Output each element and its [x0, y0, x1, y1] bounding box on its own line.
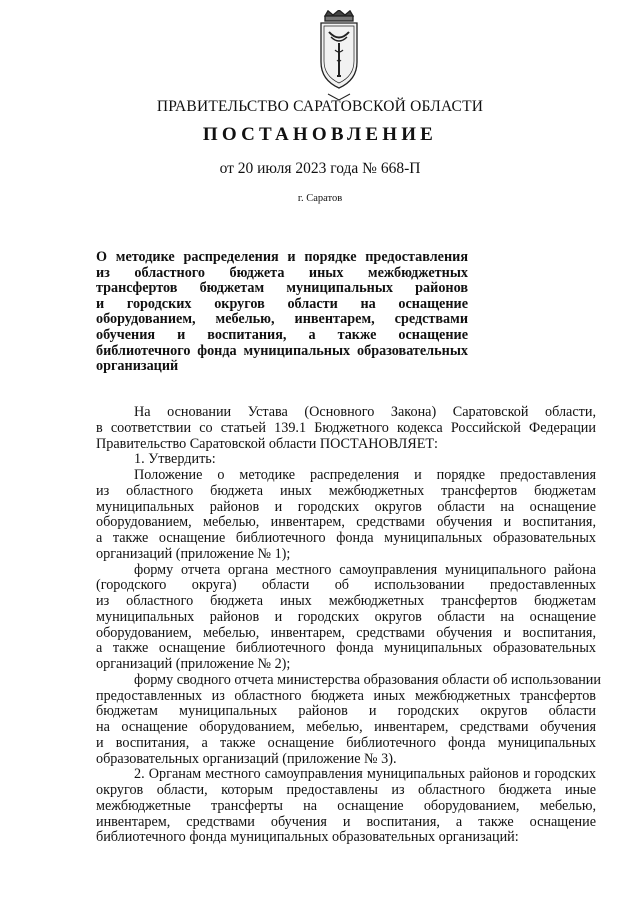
document-type-title: ПОСТАНОВЛЕНИЕ — [202, 124, 438, 145]
body-line: Положение о методике распределения и порядке предоставления — [134, 467, 596, 483]
body-line: (городского округа) области об использовании предоставленных — [96, 577, 596, 594]
subject-line: библиотечного фонда муниципальных образовательных — [96, 342, 468, 359]
body-line: 2. Органам местного самоуправления муниципальных районов и городских — [134, 766, 596, 783]
body-line: а также оснащение библиотечного фонда муниципальных образовательных — [96, 530, 596, 546]
body-line: а также оснащение библиотечного фонда муниципальных образовательных — [96, 640, 596, 657]
subject-line: обучения и воспитания, а также оснащение — [96, 326, 468, 343]
body-line: оборудованием, мебелью, инвентарем, средствами обучения и воспитания, — [96, 624, 596, 641]
subject-line: трансфертов бюджетам муниципальных районов — [96, 280, 468, 297]
body-line: и воспитания, а также оснащение библиотечного фонда муниципальных — [96, 734, 596, 751]
body-line: Правительство Саратовской области ПОСТАНОВЛЯЕТ: — [96, 435, 439, 452]
document-subject — [96, 250, 468, 375]
date-and-number: от 20 июля 2023 года № 668-П — [219, 160, 421, 177]
saratov-coat-of-arms-icon — [316, 10, 362, 100]
body-line: 1. Утвердить: — [134, 451, 216, 468]
subject-line: организаций — [96, 358, 179, 375]
subject-line: и городских округов области на оснащение — [96, 295, 468, 312]
subject-line: О методике распределения и порядке предоставления — [96, 249, 468, 265]
body-line: образовательных организаций (приложение № 3). — [96, 750, 397, 767]
body-line: округов области, которым предоставлены из областного бюджета иные — [96, 782, 596, 798]
body-line: библиотечного фонда муниципальных образовательных организаций: — [96, 829, 519, 846]
body-line: На основании Устава (Основного Закона) Саратовской области, — [134, 404, 596, 420]
body-line: форму сводного отчета министерства образования области об использовании — [134, 671, 601, 688]
body-line: муниципальных районов и городских округов области на оснащение — [96, 608, 596, 625]
body-line: предоставленных из областного бюджета иных межбюджетных трансфертов — [96, 687, 596, 704]
government-name: ПРАВИТЕЛЬСТВО САРАТОВСКОЙ ОБЛАСТИ — [156, 98, 484, 115]
subject-line: из областного бюджета иных межбюджетных — [96, 264, 468, 281]
body-line: бюджетам муниципальных районов и городских округов области — [96, 703, 596, 720]
body-line: организаций (приложение № 2); — [96, 656, 291, 672]
body-line: межбюджетные трансферты на оснащение оборудованием, мебелью, — [96, 797, 596, 814]
body-line: форму отчета органа местного самоуправления муниципального района — [134, 561, 596, 578]
body-line: из областного бюджета иных межбюджетных трансфертов бюджетам — [96, 593, 596, 609]
body-line: муниципальных районов и городских округов области на оснащение — [96, 498, 596, 515]
body-line: из областного бюджета иных межбюджетных трансфертов бюджетам — [96, 482, 596, 499]
city-name: г. Саратов — [297, 193, 343, 204]
body-line: организаций (приложение № 1); — [96, 545, 291, 562]
body-line: на оснащение оборудованием, мебелью, инвентарем, средствами обучения — [96, 719, 596, 735]
document-body — [96, 404, 601, 846]
body-line: инвентарем, средствами обучения и воспитания, а также оснащение — [96, 813, 596, 830]
subject-line: оборудованием, мебелью, инвентарем, средствами — [96, 311, 468, 328]
body-line: в соответствии со статьей 139.1 Бюджетного кодекса Российской Федерации — [96, 419, 596, 436]
body-line: оборудованием, мебелью, инвентарем, средствами обучения и воспитания, — [96, 514, 596, 531]
